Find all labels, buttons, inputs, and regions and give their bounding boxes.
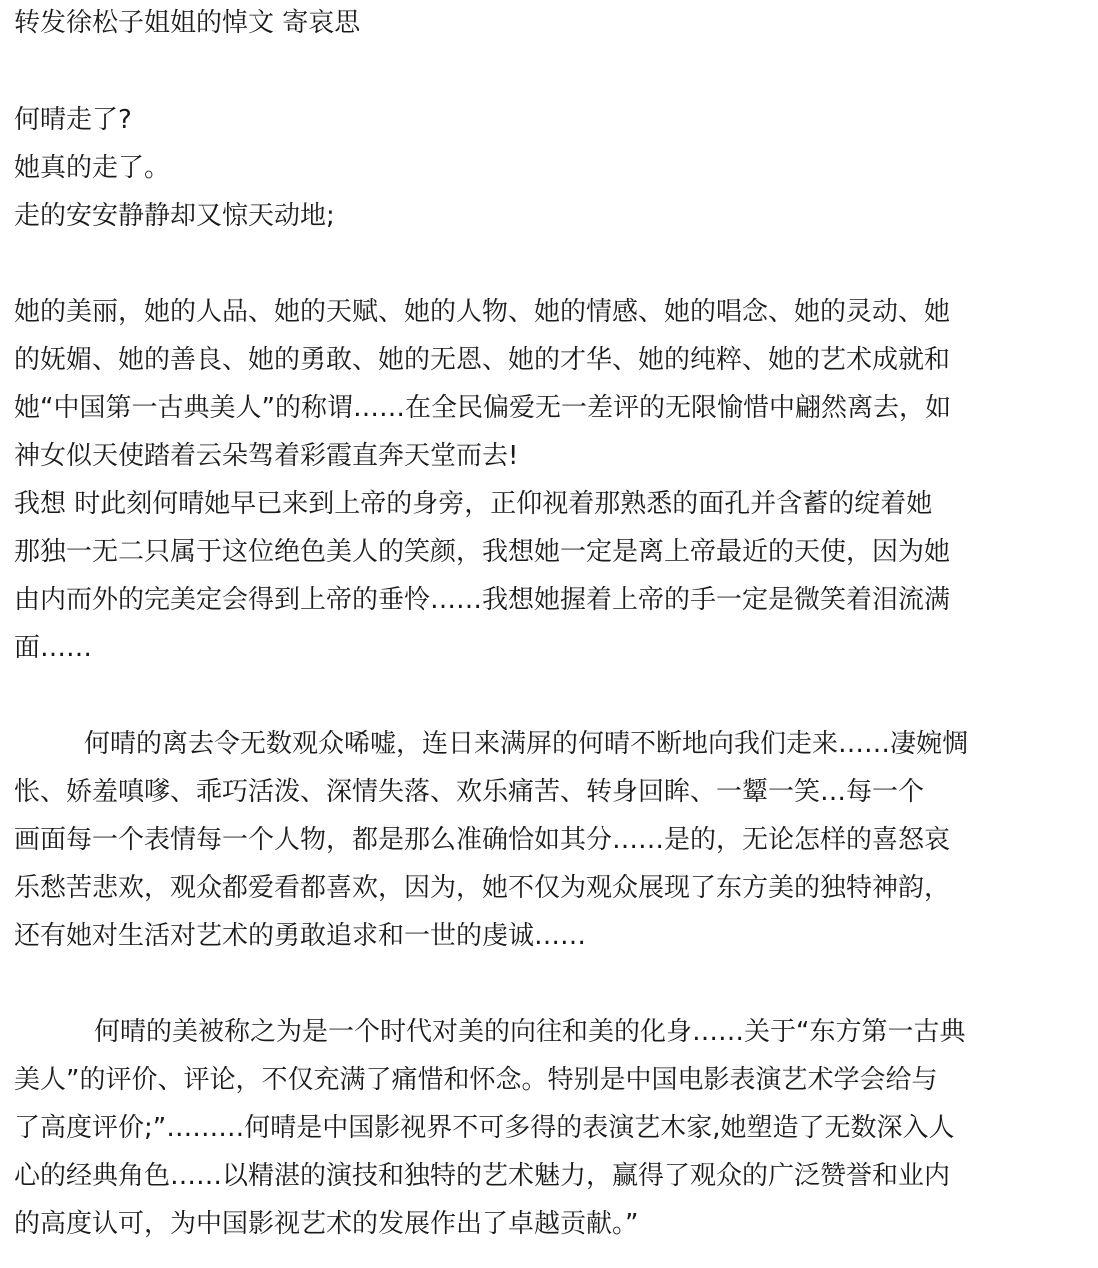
text-line: 神女似天使踏着云朵驾着彩霞直奔天堂而去! <box>14 441 519 471</box>
spacer <box>14 48 1092 96</box>
text-line: 何晴的离去令无数观众唏嘘，连日来满屏的何晴不断地向我们走来……凄婉惆 <box>84 729 969 759</box>
text-line: 乐愁苦悲欢，观众都爱看都喜欢，因为，她不仅为观众展现了东方美的独特神韵， <box>14 873 951 903</box>
document-body <box>14 0 1092 1248</box>
paragraph-evaluation <box>14 1008 1092 1248</box>
text-line: 美人”的评价、评论，不仅充满了痛惜和怀念。特别是中国电影表演艺术学会给与 <box>14 1065 938 1095</box>
text-line: 还有她对生活对艺术的勇敢追求和一世的虔诚…… <box>14 921 587 951</box>
paragraph-tribute <box>14 288 1092 672</box>
text-line: 的妩媚、她的善良、她的勇敢、她的无恩、她的才华、她的纯粹、她的艺术成就和 <box>14 345 951 375</box>
text-line: 她真的走了。 <box>14 153 171 183</box>
text-line: 面…… <box>14 633 93 663</box>
text-line: 的高度认可，为中国影视艺术的发展作出了卓越贡献。” <box>14 1209 639 1239</box>
text-line: 画面每一个表情每一个人物，都是那么准确恰如其分……是的，无论怎样的喜怒哀 <box>14 825 951 855</box>
text-line: 何晴走了? <box>14 105 132 135</box>
paragraph-opening <box>14 96 1092 240</box>
text-line: 心的经典角色……以精湛的演技和独特的艺术魅力，赢得了观众的广泛赞誉和业内 <box>14 1161 951 1191</box>
spacer <box>14 672 1092 720</box>
text-line: 那独一无二只属于这位绝色美人的笑颜，我想她一定是离上帝最近的天使，因为她 <box>14 537 951 567</box>
text-line: 怅、娇羞嗔嗲、乖巧活泼、深情失落、欢乐痛苦、转身回眸、一颦一笑…每一个 <box>14 777 925 807</box>
text-line: 何晴的美被称之为是一个时代对美的向往和美的化身……关于“东方第一古典 <box>94 1017 966 1047</box>
text-line: 走的安安静静却又惊天动地; <box>14 201 335 231</box>
text-line: 由内而外的完美定会得到上帝的垂怜……我想她握着上帝的手一定是微笑着泪流满 <box>14 585 951 615</box>
text-line: 她的美丽，她的人品、她的天赋、她的人物、她的情感、她的唱念、她的灵动、她 <box>14 297 951 327</box>
spacer <box>14 960 1092 1008</box>
spacer <box>14 240 1092 288</box>
text-line: 我想 时此刻何晴她早已来到上帝的身旁，正仰视着那熟悉的面孔并含蓄的绽着她 <box>14 489 933 519</box>
text-line: 她“中国第一古典美人”的称谓……在全民偏爱无一差评的无限愉惜中翩然离去，如 <box>14 393 951 423</box>
text-line: 了高度评价;”………何晴是中国影视界不可多得的表演艺木家,她塑造了无数深入人 <box>14 1113 955 1143</box>
document-title: 转发徐松子姐姐的悼文 寄哀思 <box>14 8 361 38</box>
paragraph-audience <box>14 720 1092 960</box>
